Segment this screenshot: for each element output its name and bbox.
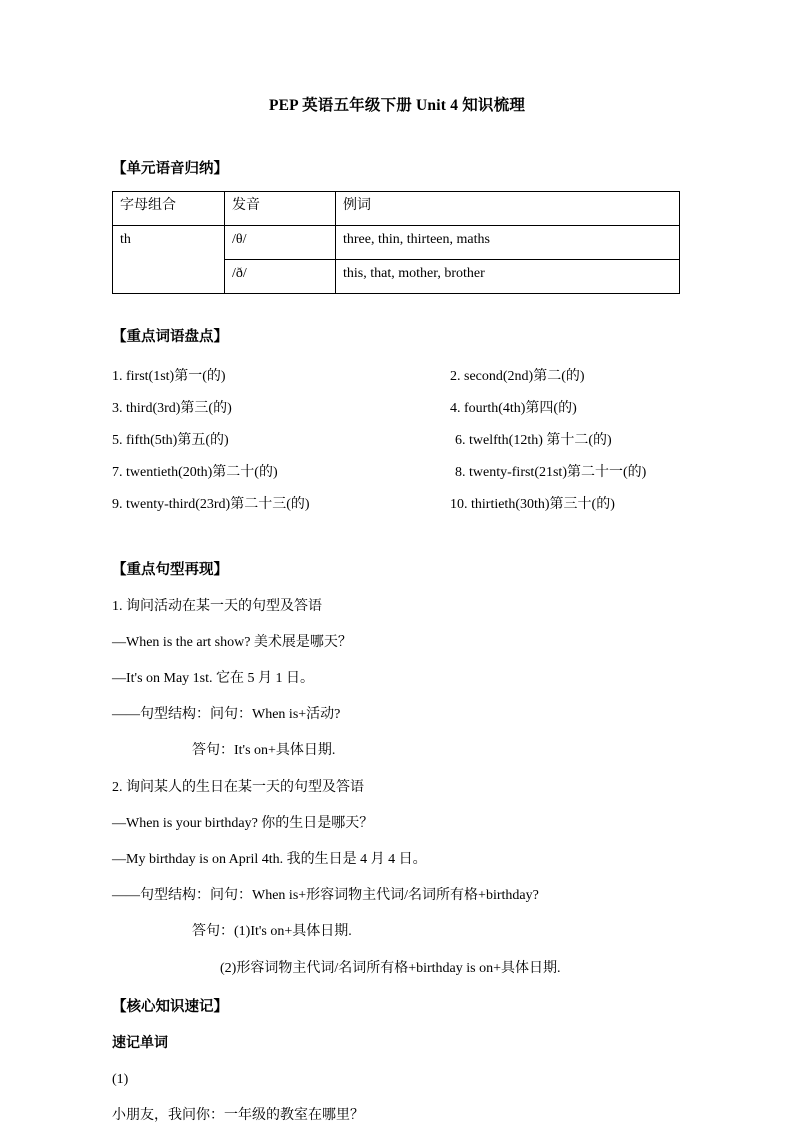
vocabulary-list bbox=[112, 361, 682, 521]
section-heading-vocabulary: 【重点词语盘点】 bbox=[112, 328, 228, 345]
pattern-2-structure-answer-2: (2)形容词物主代词/名词所有格+birthday is on+具体日期. bbox=[220, 960, 561, 976]
vocab-item-4: 4. fourth(4th)第四(的) bbox=[450, 400, 577, 416]
cell-examples-eth: this, that, mother, brother bbox=[336, 259, 680, 293]
pattern-1-answer: —It's on May 1st. 它在 5 月 1 日。 bbox=[112, 671, 315, 687]
cell-sound-theta: /θ/ bbox=[225, 225, 336, 259]
section-heading-patterns: 【重点句型再现】 bbox=[112, 561, 228, 578]
pattern-2-title: 2. 询问某人的生日在某一天的句型及答语 bbox=[112, 779, 364, 795]
pattern-2-question: —When is your birthday? 你的生日是哪天？ bbox=[112, 815, 374, 831]
vocab-item-9: 9. twenty-third(23rd)第二十三(的) bbox=[112, 496, 310, 512]
table-header-examples: 例词 bbox=[336, 191, 680, 225]
cell-letters-th: th bbox=[113, 225, 225, 293]
list-item bbox=[112, 425, 682, 457]
vocab-item-3: 3. third(3rd)第三(的) bbox=[112, 400, 232, 416]
pattern-1-structure-question: ——句型结构：问句：When is+活动? bbox=[112, 707, 341, 723]
section-heading-quick-memory: 【核心知识速记】 bbox=[112, 998, 228, 1015]
quick-memory-subheading: 速记单词 bbox=[112, 1035, 168, 1051]
pattern-1-structure-answer: 答句：It's on+具体日期. bbox=[192, 743, 336, 759]
section-heading-phonics: 【单元语音归纳】 bbox=[112, 161, 228, 178]
quick-memory-riddle: 小朋友，我问你：一年级的教室在哪里？ bbox=[112, 1107, 364, 1122]
table-header-letters: 字母组合 bbox=[113, 191, 225, 225]
page-title: PEP 英语五年级下册 Unit 4 知识梳理 bbox=[268, 97, 526, 114]
vocab-item-6: 6. twelfth(12th) 第十二(的) bbox=[455, 432, 612, 448]
cell-sound-eth: /ð/ bbox=[225, 259, 336, 293]
list-item bbox=[112, 393, 682, 425]
document-body bbox=[112, 0, 682, 1122]
list-item bbox=[112, 489, 682, 521]
vocab-item-7: 7. twentieth(20th)第二十(的) bbox=[112, 464, 278, 480]
cell-examples-theta: three, thin, thirteen, maths bbox=[336, 225, 680, 259]
pattern-2-structure-question: ——句型结构：问句：When is+形容词物主代词/名词所有格+birthday? bbox=[112, 888, 539, 904]
list-item bbox=[112, 361, 682, 393]
vocab-item-2: 2. second(2nd)第二(的) bbox=[450, 368, 585, 384]
vocab-item-10: 10. thirtieth(30th)第三十(的) bbox=[450, 496, 615, 512]
table-header-row bbox=[113, 191, 680, 225]
pattern-1-question: —When is the art show? 美术展是哪天？ bbox=[112, 634, 352, 650]
table-header-sound: 发音 bbox=[225, 191, 336, 225]
vocab-item-1: 1. first(1st)第一(的) bbox=[112, 368, 226, 384]
list-item bbox=[112, 457, 682, 489]
pattern-2-answer: —My birthday is on April 4th. 我的生日是 4 月 4 日。 bbox=[112, 851, 427, 867]
vocab-item-8: 8. twenty-first(21st)第二十一(的) bbox=[455, 464, 647, 480]
vocab-item-5: 5. fifth(5th)第五(的) bbox=[112, 432, 229, 448]
table-row bbox=[113, 225, 680, 259]
phonics-table bbox=[112, 191, 680, 294]
quick-memory-number: (1) bbox=[112, 1071, 129, 1087]
pattern-1-title: 1. 询问活动在某一天的句型及答语 bbox=[112, 598, 322, 614]
pattern-2-structure-answer-1: 答句：(1)It's on+具体日期. bbox=[192, 924, 352, 940]
